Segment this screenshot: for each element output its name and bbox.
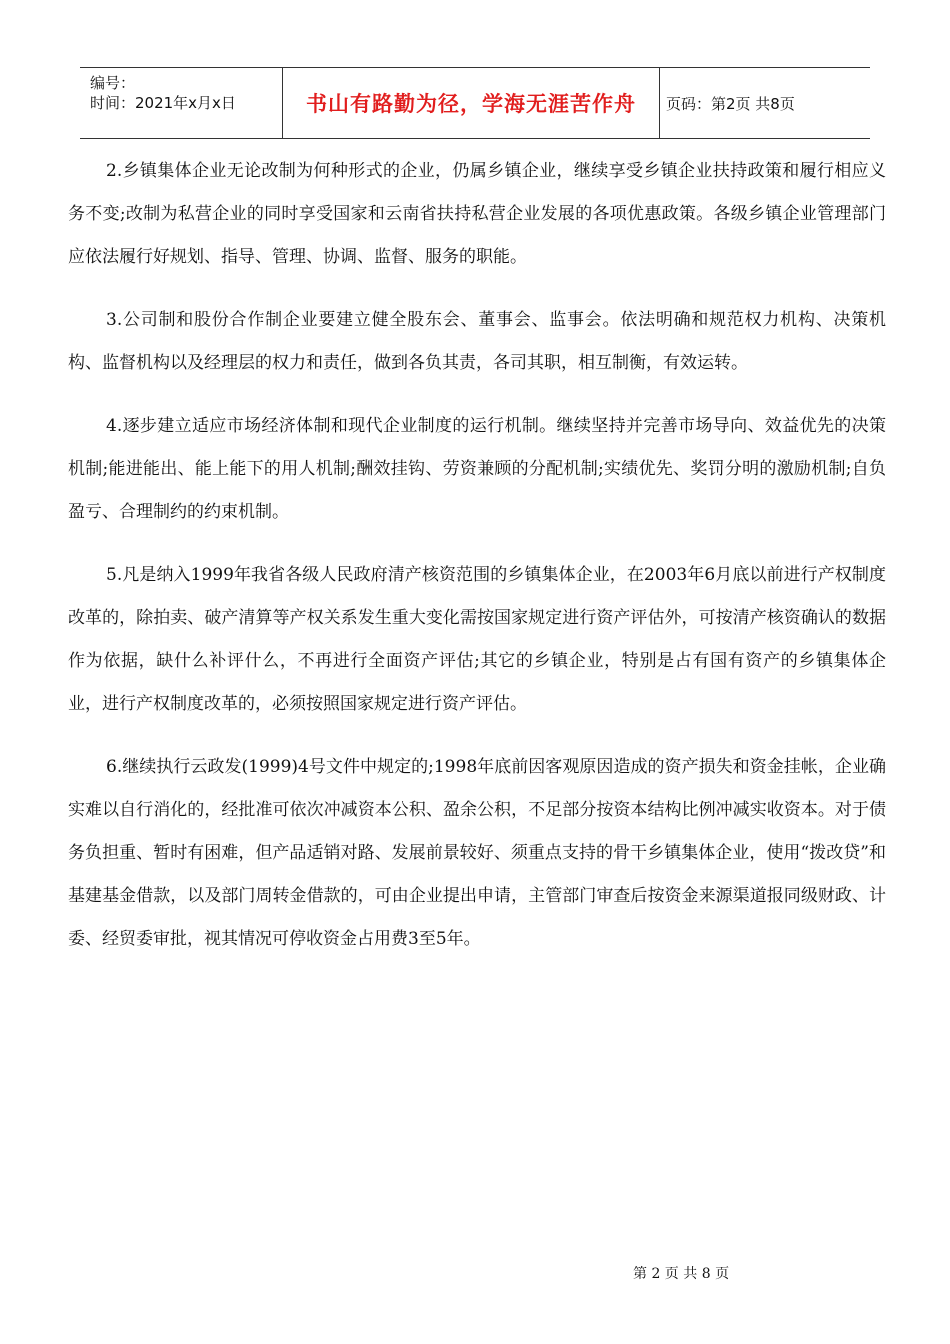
document-date: 时间：2021年x月x日 bbox=[90, 94, 236, 112]
header-page-info: 页码：第2页 共8页 bbox=[666, 94, 795, 113]
paragraph: 2.乡镇集体企业无论改制为何种形式的企业，仍属乡镇企业，继续享受乡镇企业扶持政策和履行相应义务不变;改制为私营企业的同时享受国家和云南省扶持私营企业发展的各项优惠政策。各级乡镇企业管理部门应依法履行好规划、指导、管理、协调、监督、服务的职能。 bbox=[68, 161, 886, 267]
header-meta bbox=[80, 68, 283, 138]
paragraph: 3.公司制和股份合作制企业要建立健全股东会、董事会、监事会。依法明确和规范权力机构、决策机构、监督机构以及经理层的权力和责任，做到各负其责，各司其职，相互制衡，有效运转。 bbox=[68, 310, 886, 373]
document-body bbox=[68, 150, 886, 981]
header-motto-cell bbox=[283, 68, 660, 138]
paragraph: 4.逐步建立适应市场经济体制和现代企业制度的运行机制。继续坚持并完善市场导向、效益优先的决策机制;能进能出、能上能下的用人机制;酬效挂钩、劳资兼顾的分配机制;实绩优先、奖罚分明的激励机制;自负盈亏、合理制约的约束机制。 bbox=[68, 416, 886, 522]
paragraph: 6.继续执行云政发(1999)4号文件中规定的;1998年底前因客观原因造成的资产损失和资金挂帐，企业确实难以自行消化的，经批准可依次冲减资本公积、盈余公积，不足部分按资本结构比例冲减实收资本。对于债务负担重、暂时有困难，但产品适销对路、发展前景较好、须重点支持的骨干乡镇集体企业，使用“拨改贷”和基建基金借款，以及部门周转金借款的，可由企业提出申请，主管部门审查后按资金来源渠道报同级财政、计委、经贸委审批，视其情况可停收资金占用费3至5年。 bbox=[68, 757, 886, 949]
paragraph: 5.凡是纳入1999年我省各级人民政府清产核资范围的乡镇集体企业，在2003年6月底以前进行产权制度改革的，除拍卖、破产清算等产权关系发生重大变化需按国家规定进行资产评估外，可按清产核资确认的数据作为依据，缺什么补评什么，不再进行全面资产评估;其它的乡镇企业，特别是占有国有资产的乡镇集体企业，进行产权制度改革的，必须按照国家规定进行资产评估。 bbox=[68, 565, 886, 714]
page-footer: 第 2 页 共 8 页 bbox=[633, 1266, 730, 1282]
motto: 书山有路勤为径，学海无涯苦作舟 bbox=[306, 92, 636, 116]
page-header bbox=[80, 67, 870, 139]
document-number: 编号： bbox=[90, 74, 136, 92]
